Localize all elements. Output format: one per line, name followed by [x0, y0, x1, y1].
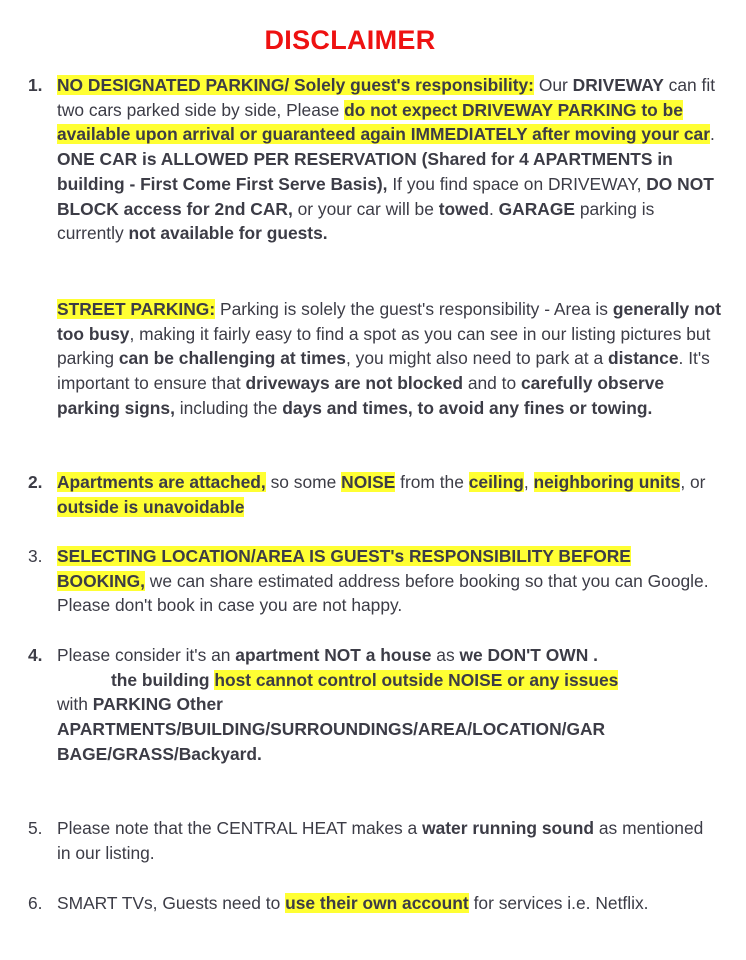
item-number: 2.	[28, 472, 43, 492]
text-segment: and to	[462, 373, 521, 394]
text-segment: carefully observe parking signs,	[57, 373, 665, 418]
disclaimer-item-3	[28, 544, 718, 618]
text-segment: If you find space on DRIVEWAY,	[387, 173, 647, 194]
text-segment: so some	[265, 472, 342, 492]
disclaimer-item-2	[28, 470, 718, 519]
text-segment: DRIVEWAY	[572, 75, 664, 95]
text-segment: GARAGE	[498, 198, 575, 219]
disclaimer-item-1	[28, 73, 718, 246]
text-segment: can fit two cars parked side by side, Please	[57, 75, 716, 120]
item-number: 5.	[28, 818, 43, 838]
item-number: 3.	[28, 546, 43, 566]
text-segment: , you might also need to park at a	[345, 348, 608, 369]
text-segment: ceiling	[468, 472, 524, 492]
text-segment: .	[488, 198, 499, 219]
text-segment: we DON'T OWN .	[459, 645, 598, 665]
text-segment: DO NOT BLOCK access for 2nd CAR,	[57, 173, 714, 219]
text-segment: Apartments are attached,	[57, 472, 266, 492]
item-text	[57, 470, 718, 519]
text-segment: generally not too busy	[57, 299, 722, 344]
text-segment: Our	[533, 75, 573, 95]
disclaimer-item-4	[28, 643, 718, 767]
text-segment: NOISE	[341, 472, 396, 492]
disclaimer-item-6	[28, 891, 718, 916]
text-segment: SMART TVs, Guests need to	[57, 893, 286, 913]
text-segment: , or	[680, 472, 706, 492]
text-segment: from the	[395, 472, 469, 492]
text-segment: we can share estimated address before booking so that you can Google. Please don't book in case you are not happy.	[57, 570, 709, 616]
page-title: DISCLAIMER	[264, 25, 436, 55]
text-segment: towed	[438, 198, 489, 219]
text-segment: NO DESIGNATED PARKING/ Solely guest's responsibility:	[57, 75, 534, 95]
text-segment: .	[709, 124, 715, 145]
item-text	[57, 73, 718, 246]
text-segment: ONE CAR is ALLOWED PER RESERVATION (Shared for 4 APARTMENTS in building - First Come First Serve Basis),	[57, 149, 673, 194]
text-segment: not available for guests.	[128, 223, 328, 244]
text-segment: host cannot control outside NOISE or any issues	[214, 669, 619, 690]
text-segment: Please consider it's an	[57, 645, 236, 665]
text-segment: neighboring units	[533, 472, 681, 492]
item-number: 4.	[28, 645, 43, 665]
item-text	[57, 544, 718, 618]
text-segment: or your car will be	[292, 198, 439, 219]
item-text	[57, 891, 718, 916]
text-segment: the building	[111, 669, 210, 690]
text-segment: ,	[523, 472, 534, 492]
text-segment: do not expect DRIVEWAY PARKING to be available upon arrival or guaranteed again IMMEDIATELY after moving your car	[57, 99, 710, 145]
text-segment: use their own account	[285, 893, 469, 913]
text-segment: apartment NOT a house	[235, 645, 432, 665]
text-segment: PARKING Other APARTMENTS/BUILDING/SURROUNDINGS/AREA/LOCATION/GAR BAGE/GRASS/Backyard.	[57, 694, 606, 764]
text-segment: SELECTING LOCATION/AREA IS GUEST's RESPONSIBILITY BEFORE BOOKING,	[57, 546, 631, 591]
street-parking-paragraph	[57, 297, 722, 421]
disclaimer-item-5	[28, 816, 718, 865]
item-text	[57, 816, 718, 865]
text-segment: , making it fairly easy to find a spot as you can see in our listing pictures but parking	[57, 323, 711, 369]
text-segment: days and times, to avoid any fines or towing.	[282, 397, 653, 418]
text-segment: Parking is solely the guest's responsibility - Area is	[215, 299, 613, 319]
item-number: 1.	[28, 75, 43, 95]
text-segment: distance	[607, 348, 679, 369]
item-text	[57, 643, 718, 767]
text-segment: as	[431, 645, 460, 665]
text-segment: water running sound	[422, 818, 595, 838]
text-segment: including the	[174, 397, 283, 418]
text-segment: can be challenging at times	[118, 348, 346, 369]
text-segment: outside is unavoidable	[57, 496, 245, 517]
text-segment: STREET PARKING:	[57, 299, 216, 319]
text-segment: . It's important to ensure that	[57, 348, 710, 394]
text-segment: driveways are not blocked	[245, 373, 463, 394]
text-segment: for services i.e. Netflix.	[468, 893, 649, 913]
text-segment: Please note that the CENTRAL HEAT makes a	[57, 818, 423, 838]
item-number: 6.	[28, 893, 43, 913]
text-segment: as mentioned in our listing.	[57, 818, 704, 863]
text-segment: parking is currently	[57, 198, 655, 244]
text-segment: with	[57, 694, 93, 715]
